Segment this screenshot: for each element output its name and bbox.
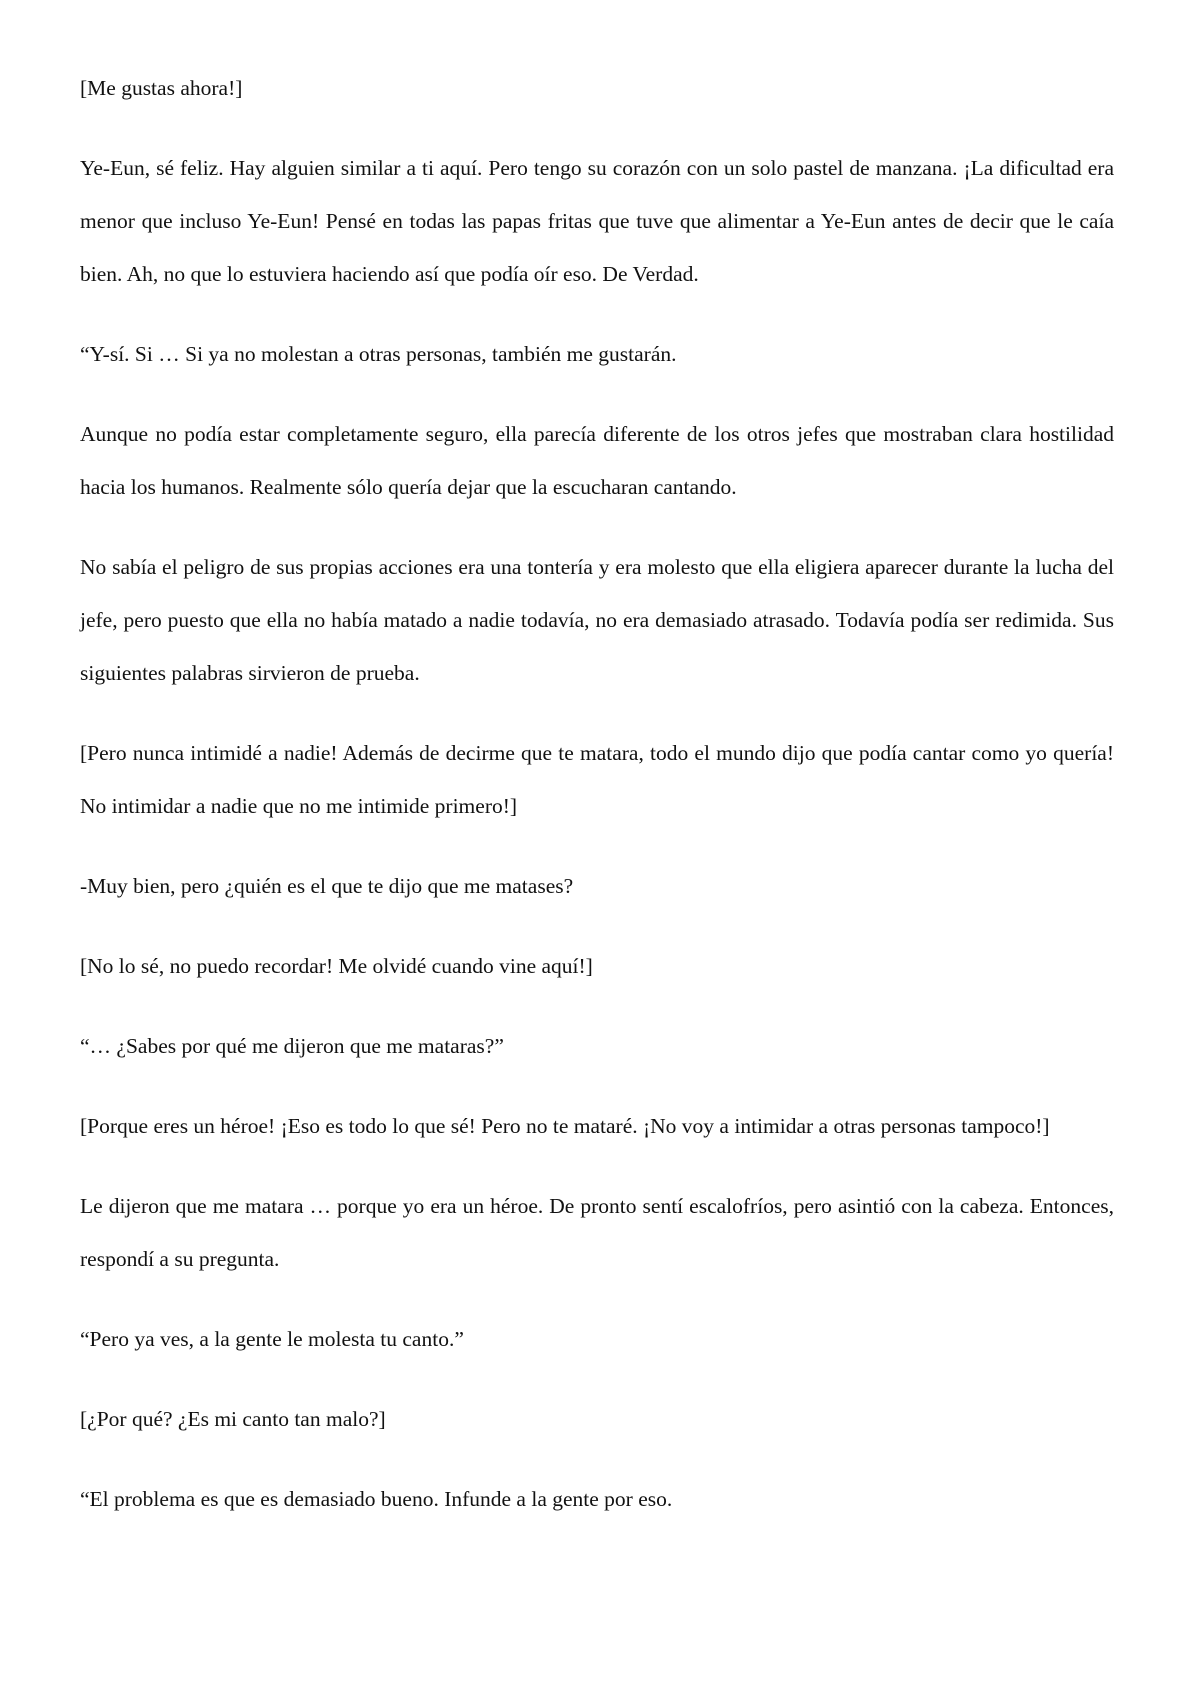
paragraph-7: -Muy bien, pero ¿quién es el que te dijo que me matases? (80, 874, 574, 898)
paragraph-1: [Me gustas ahora!] (80, 76, 243, 100)
paragraph-4: Aunque no podía estar completamente seguro, ella parecía diferente de los otros jefes que mostraban clara hostilidad hacia los humanos. Realmente sólo quería dejar que la escucharan cantando. (80, 422, 1114, 499)
paragraph-3: “Y-sí. Si … Si ya no molestan a otras personas, también me gustarán. (80, 342, 677, 366)
document-page (80, 62, 1114, 1553)
paragraph-12: “Pero ya ves, a la gente le molesta tu canto.” (80, 1327, 464, 1351)
paragraph-14: “El problema es que es demasiado bueno. Infunde a la gente por eso. (80, 1487, 673, 1511)
paragraph-13: [¿Por qué? ¿Es mi canto tan malo?] (80, 1407, 386, 1431)
paragraph-8: [No lo sé, no puedo recordar! Me olvidé cuando vine aquí!] (80, 954, 593, 978)
paragraph-5: No sabía el peligro de sus propias acciones era una tontería y era molesto que ella eligiera aparecer durante la lucha del jefe, pero puesto que ella no había matado a nadie todavía, no era demasiado atrasado. Todavía podía ser redimida. Sus siguientes palabras sirvieron de prueba. (80, 555, 1114, 685)
paragraph-9: “… ¿Sabes por qué me dijeron que me mataras?” (80, 1034, 504, 1058)
paragraph-11: Le dijeron que me matara … porque yo era un héroe. De pronto sentí escalofríos, pero asintió con la cabeza. Entonces, respondí a su pregunta. (80, 1194, 1114, 1271)
paragraph-2: Ye-Eun, sé feliz. Hay alguien similar a ti aquí. Pero tengo su corazón con un solo pastel de manzana. ¡La dificultad era menor que incluso Ye-Eun! Pensé en todas las papas fritas que tuve que alimentar a Ye-Eun antes de decir que le caía bien. Ah, no que lo estuviera haciendo así que podía oír eso. De Verdad. (80, 156, 1114, 286)
paragraph-6: [Pero nunca intimidé a nadie! Además de decirme que te matara, todo el mundo dijo que podía cantar como yo quería! No intimidar a nadie que no me intimide primero!] (80, 741, 1114, 818)
paragraph-10: [Porque eres un héroe! ¡Eso es todo lo que sé! Pero no te mataré. ¡No voy a intimidar a otras personas tampoco!] (80, 1114, 1050, 1138)
